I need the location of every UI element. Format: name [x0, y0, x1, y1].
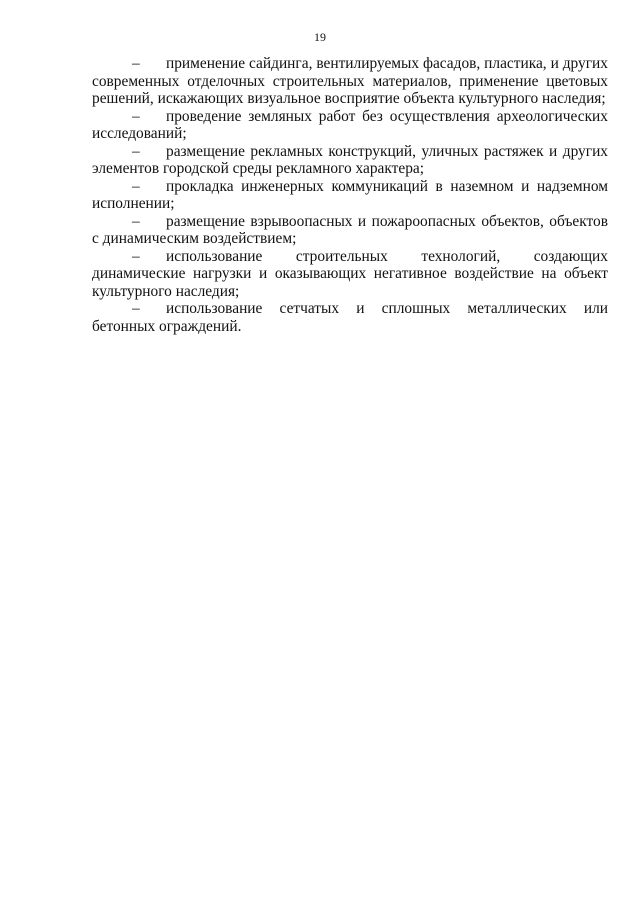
page-number: 19	[314, 30, 326, 44]
list-item	[92, 55, 608, 108]
list-item-text: использование строительных технологий, создающих динамические нагрузки и оказывающих негативное воздействие на объект культурного наследия;	[92, 247, 608, 300]
list-dash: –	[132, 300, 140, 317]
list-item-text: проведение земляных работ без осуществления археологических исследований;	[92, 107, 608, 142]
list-item-text: размещение взрывоопасных и пожароопасных объектов, объектов с динамическим воздействием;	[92, 212, 608, 247]
list-dash: –	[132, 247, 140, 265]
list-item	[92, 300, 608, 335]
list-dash: –	[132, 212, 140, 230]
list-item	[92, 108, 608, 143]
list-item	[92, 143, 608, 178]
restrictions-list	[92, 55, 608, 335]
list-dash: –	[132, 177, 140, 195]
list-dash: –	[132, 142, 140, 160]
list-item-text: использование сетчатых и сплошных металлических или бетонных ограждений.	[92, 300, 608, 335]
list-dash: –	[132, 107, 140, 125]
list-item	[92, 213, 608, 248]
list-item-text: применение сайдинга, вентилируемых фасадов, пластика, и других современных отделочных строительных материалов, применение цветовых решений, искажающих визуальное восприятие объекта культурного наследия;	[92, 55, 608, 107]
list-item	[92, 178, 608, 213]
list-item-text: размещение рекламных конструкций, уличных растяжек и других элементов городской среды рекламного характера;	[92, 142, 608, 177]
list-item	[92, 248, 608, 301]
list-dash: –	[132, 55, 140, 72]
list-item-text: прокладка инженерных коммуникаций в наземном и надземном исполнении;	[92, 177, 608, 212]
